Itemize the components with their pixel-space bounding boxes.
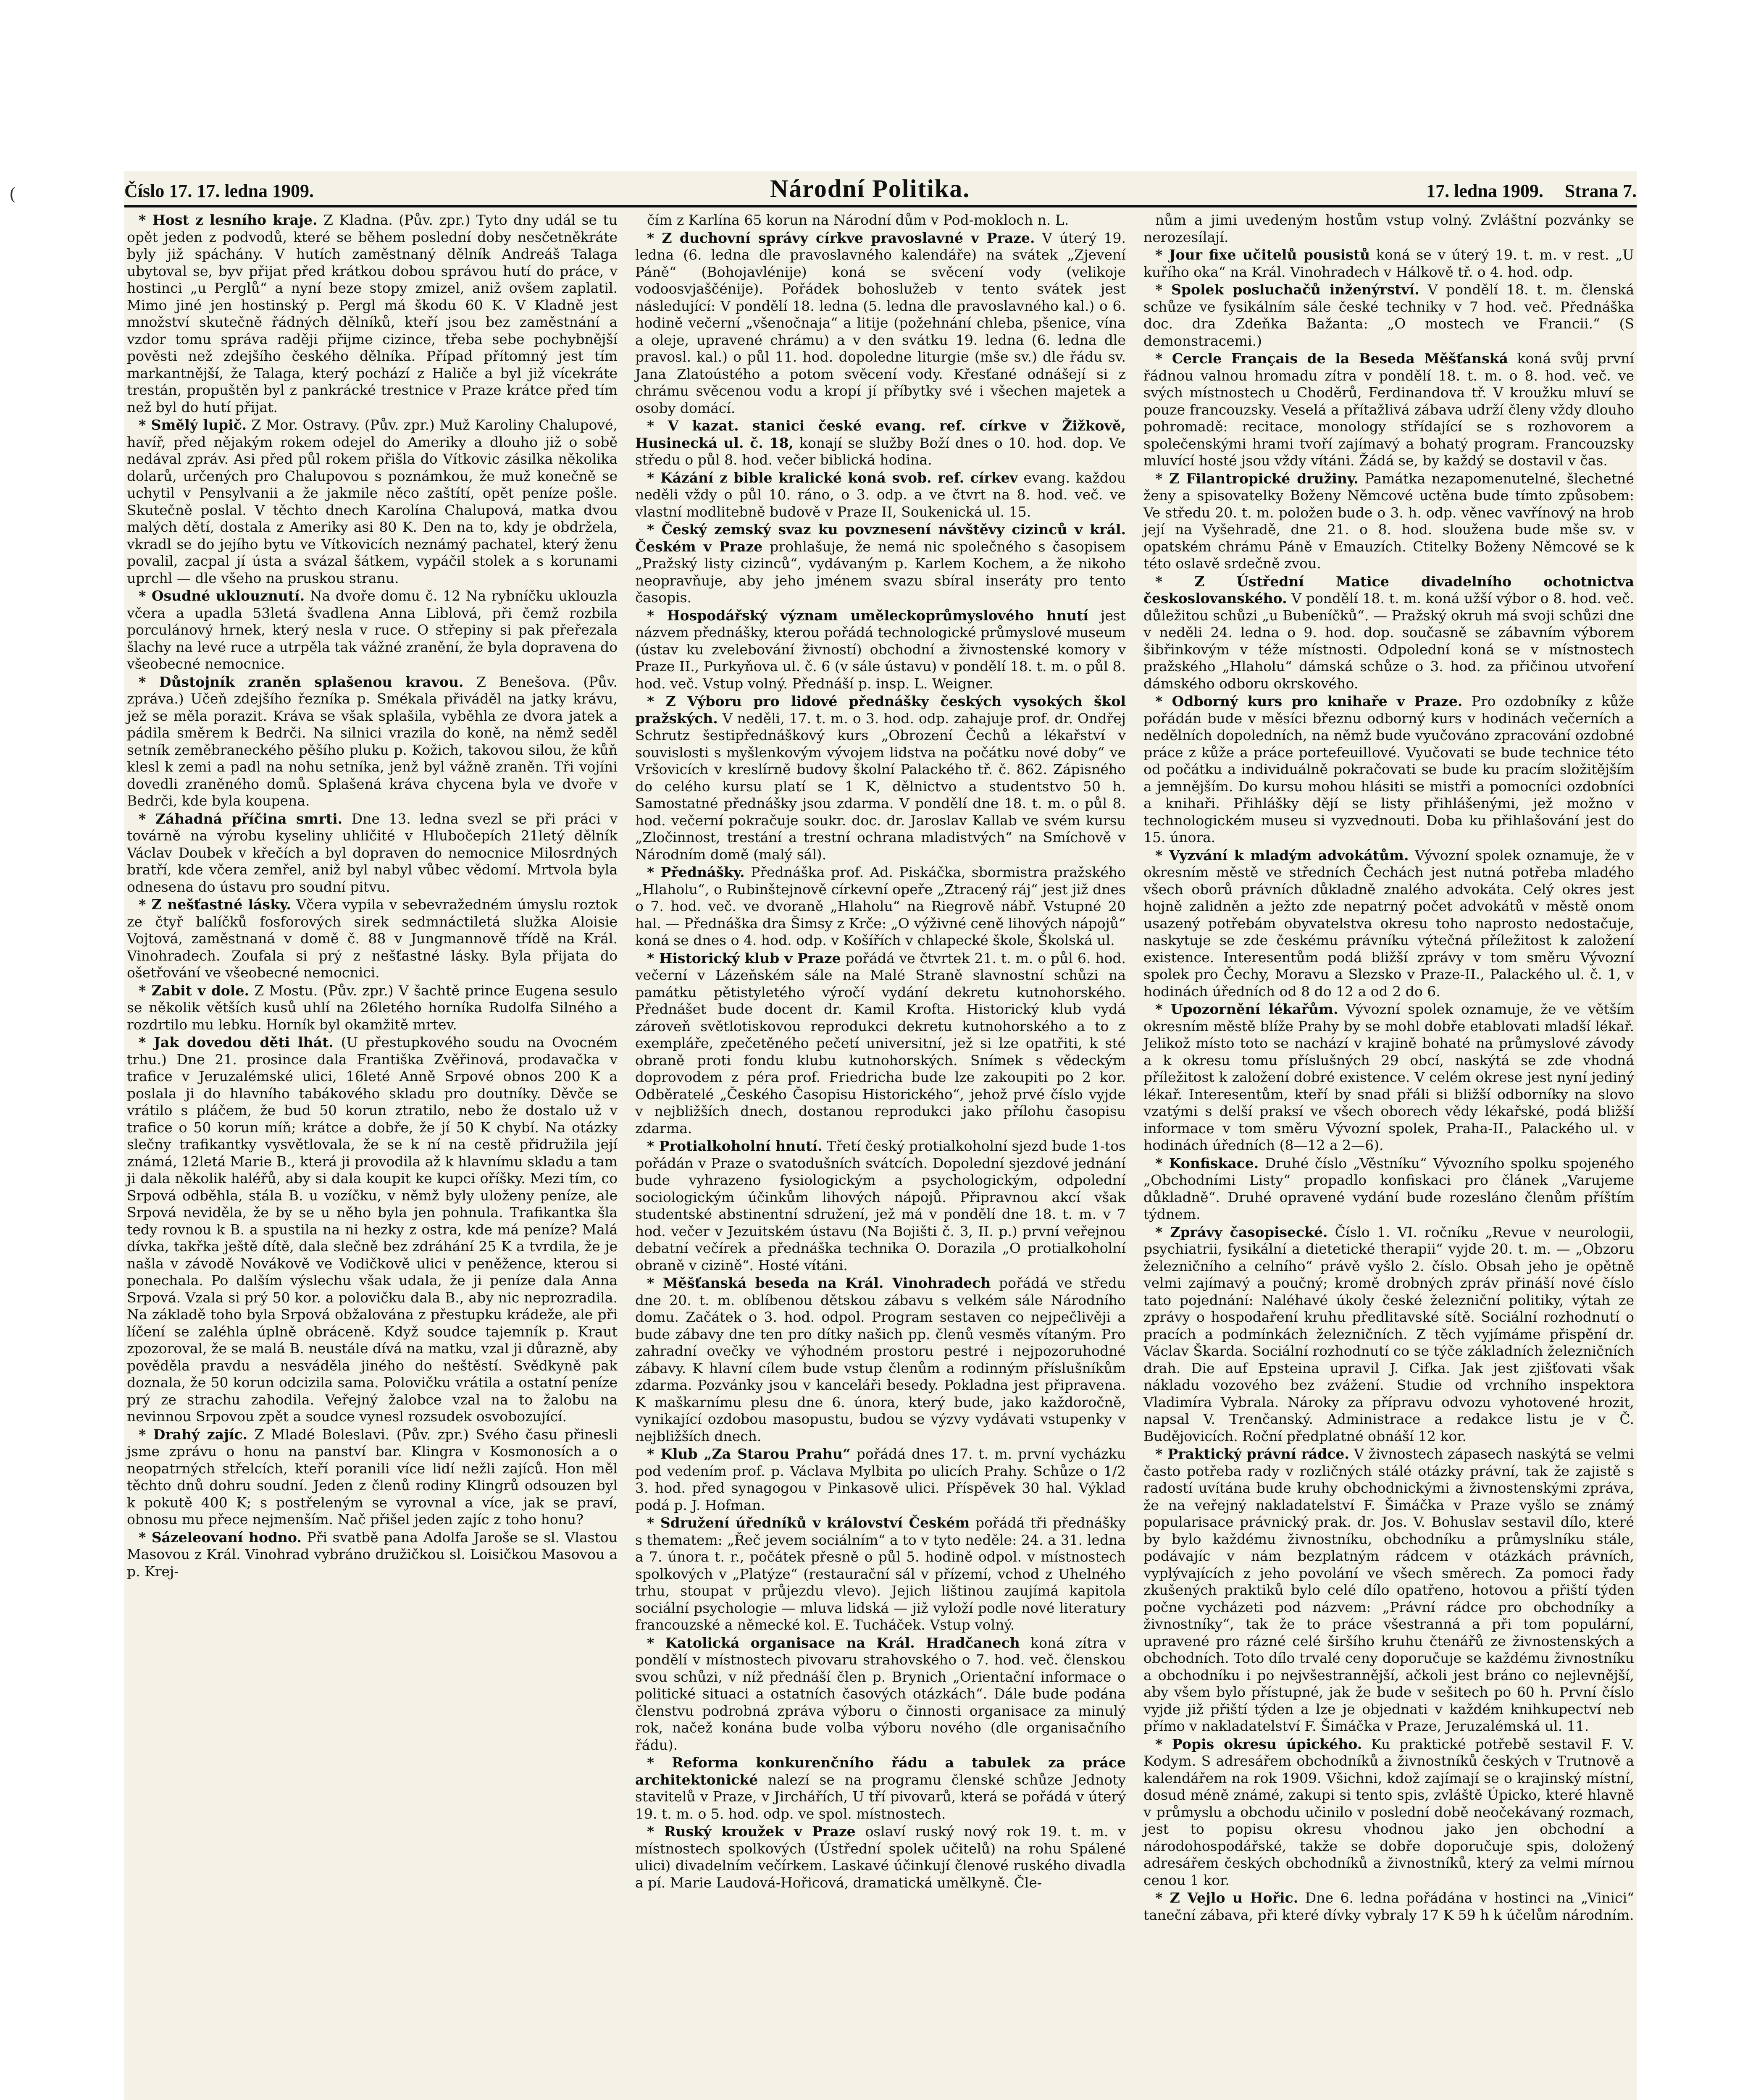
article-text: nům a jimi uvedeným hostům vstup volný. Zvláštní pozvánky se nerozesílají. — [1143, 212, 1634, 245]
news-article — [635, 470, 1126, 521]
article-text: Včera vypila v sebevražedném úmyslu roztok ze čtyř balíčků fosforových sirek sedmnáctiletá služka Aloisie Vojtová, zaměstnaná v domě č. 88 v Jungmannově třídě na Král. Vinohradech. Zoufala si prý z nešťastné lásky. Byla přijata do ošetřování ve všeobecné nemocnici. — [127, 896, 618, 981]
article-text: jest názvem přednášky, kterou pořádá technologické průmyslové museum (ústav ku zvelebování živností) obchodní a živnostenské komory v Praze II., Purkyňova ul. č. 6 (v sále ústavu) v pondělí 18. t. m. o půl 8. hod. več. Vstup volný. Přednáší p. insp. L. Weigner. — [635, 607, 1126, 692]
news-article — [1143, 1446, 1634, 1735]
news-article — [127, 1034, 618, 1425]
article-text: Druhé číslo „Věstníku“ Vývozního spolku spojeného „Obchodními Listy“ propadlo konfiskaci pro článek „Varujeme důkladně“. Druhé opravené vydání bude rozesláno členům příštím týdnem. — [1143, 1155, 1634, 1222]
news-article — [127, 1529, 618, 1580]
article-title: * Zprávy časopisecké. — [1155, 1223, 1328, 1240]
article-text: pořádá ve čtvrtek 21. t. m. o půl 6. hod. večerní v Lázeňském sále na Malé Straně slavnostní schůzi na památku pětistyletého výročí vydání dekretu kutnohorského. Přednášet bude docent dr. Kamil Krofta. Historický klub vydá zároveň světlotiskovou reprodukci dekretu kutnohorského a to z exempláře, zpečetěného pečetí universitní, jež si lze opatřiti, k sté obraně proti fondu klubu kutnohorských. Snímek s vědeckým doprovodem z péra prof. Friedricha bude lze zakoupiti po 2 kor. Odběratelé „Českého Časopisu Historického“, jehož prvé číslo vyjde v nejbližších dnech, dostanou reprodukci jako přílohu časopisu zdarma. — [635, 950, 1126, 1137]
page-header — [124, 171, 1637, 207]
article-title: * Jour fixe učitelů pousistů — [1155, 247, 1370, 263]
article-title: * Odborný kurs pro knihaře v Praze. — [1155, 693, 1463, 709]
article-text: Při svatbě pana Adolfa Jaroše se sl. Vlastou Masovou z Král. Vinohrad vybráno družičkou sl. Loisičkou Masovou a p. Krej- — [127, 1529, 618, 1580]
article-text: V neděli, 17. t. m. o 3. hod. odp. zahajuje prof. dr. Ondřej Schrutz šestipřednáškový kurs „Obrození Čechů a lékařství v souvislosti s myšlenkovým vývojem lidstva na počátku nové doby“ ve Vršovicích v kreslírně budovy školní Palackého tř. č. 862. Zápisného do celého kursu platí se 1 K, dělnictvo a studentstvo 50 h. Samostatné přednášky jsou zdarma. V pondělí dne 18. t. m. o půl 8. hod. večerní pokračuje soukr. doc. dr. Jaroslav Kallab ve svém kursu „Zločinnost, trestání a trestní ochrana mladistvých“ na Smíchově v Národním domě (malý sál). — [635, 710, 1126, 863]
news-article — [1143, 281, 1634, 349]
news-article — [635, 1138, 1126, 1274]
column-3 — [1141, 212, 1637, 2100]
news-article — [635, 950, 1126, 1137]
article-title: * Katolická organisace na Král. Hradčanech — [647, 1634, 1020, 1651]
article-title: * Měšťanská beseda na Král. Vinohradech — [647, 1275, 991, 1291]
article-text: V úterý 19. ledna (6. ledna dle pravoslavného kalendáře) na svátek „Zjevení Páně“ (Bohojavlénije) koná se svěcení vody (velikoje vodoosvjaščénije). Pořádek bohoslužeb v tento svátek jest následující: V pondělí 18. ledna (5. ledna dle pravoslavného kal.) o 6. hodině večerní „všenočnaja“ a litije (požehnání chleba, pšenice, vína a oleje, upravené chrámu) a v den svátku 19. ledna (6. ledna dle pravosl. kal.) o půl 11. hod. dopoledne liturgie (mše sv.) dle řádu sv. Jana Zlatoústého a potom svěcení vody. Křesťané odnášejí si z chrámu svěcenou vodu a kropí jí příbytky své i všechen majetek a osoby domácí. — [635, 229, 1126, 416]
article-text: evang. každou neděli vždy o půl 10. ráno, o 3. odp. a ve čtvrt na 8. hod. več. ve vlastní modlitebně budově v Praze II, Soukenická ul. 15. — [635, 469, 1126, 520]
article-title: * Přednášky. — [647, 864, 745, 880]
news-article — [127, 811, 618, 896]
article-text: Z Kladna. (Pův. zpr.) Tyto dny udál se tu opět jeden z podvodů, které se během poslední doby nesčetněkráte byly již spáchány. V hutích zaměstnaný dělník Andreáš Talaga ubytoval se, byv přijat před krátkou dobou správou hutí do práce, v hostinci „u Perglů“ a nyní beze stopy zmizel, aniž ovšem zaplatil. Mimo jiné jen hostinský p. Pergl má škodu 60 K. V Kladně jest množství skutečně řádných dělníků, kteří jsou bez zaměstnání a vzdor tomu správa raději přijme cizince, třeba sebe pochybnější pověsti než zdejšího českého dělníka. Případ přítomný jest tím markantnější, že Talaga, který pochází z Haliče a byl již vícekráte trestán, propuštěn byl z pankrácké trestnice v Praze krátce před tím než byl do hutí přijat. — [127, 212, 618, 415]
article-title: * Z Ústřední Matice divadelního ochotnictva českoslovanského. — [1143, 573, 1634, 606]
article-text: Z Mor. Ostravy. (Pův. zpr.) Muž Karoliny Chalupové, havíř, před nějakým rokem odejel do Ameriky a dlouho již o sobě nedával zpráv. Asi před půl rokem přišla do Vítkovic zásilka několika dolarů, určených pro Chalupovou s poznámkou, že muž konečně se uchytil v Pensylvanii a že jakmile něco zaštítí, opět peníze pošle. Skutečně poslal. V těchto dnech Karolína Chalupová, matka dvou malých dětí, dostala z Ameriky asi 80 K. Den na to, kdy je obdržela, vkradl se do jejího bytu ve Vítkovicích neznámý pachatel, který ženu povalil, zacpal jí ústa a svázal šátkem, vypáčil stolek a s korunami uprchl — dle všeho na pruskou stranu. — [127, 417, 618, 586]
article-title: * Důstojník zraněn splašenou kravou. — [139, 673, 464, 690]
article-title: * Z Vejlo u Hořic. — [1155, 1890, 1298, 1906]
article-text: V pondělí 18. t. m. členská schůze ve fysikálním sále české techniky v 7 hod. več. Přednáška doc. dra Zdeňka Bažanta: „O mostech ve Francii.“ (S demonstracemi.) — [1143, 281, 1634, 349]
news-article — [1143, 1736, 1634, 1889]
issue-number: Číslo 17. 17. ledna 1909. — [124, 181, 314, 201]
article-title: * Vyzvání k mladým advokátům. — [1155, 847, 1409, 864]
news-article — [1143, 247, 1634, 281]
article-text: Číslo 1. VI. ročníku „Revue v neurologii, psychiatrii, fysikální a dietetické therapii“ vyjde 20. t. m. — „Obzoru železničního a celního“ právě vyšlo 2. číslo. Obsah jeho je opětně velmi zajímavý a poučný; kromě drobných zpráv přináší nové číslo tato pojednání: Naléhavé úkoly české železniční politiky, výtah ze zprávy o hospodaření kruhu předlitavské sítě. Sociální rozhodnutí o pracích a podmínkách železničních. Z těch vyjímáme přispění dr. Václav Škarda. Sociální rozhodnutí co se týče základních železničních drah. Die auf Epsteina upravil J. Cifka. Jak jest zjišťovati však nákladu vozového bez zvážení. Studie od vrchního inspektora Vladimíra Vybrala. Nároky za přípravu odvozu vyhotovené hrozit, napsal V. Trenčanský. Administrace a redakce listu je v Č. Budějovicích. Roční předplatné obnáší 12 kor. — [1143, 1223, 1634, 1444]
article-text: koná svůj první řádnou valnou hromadu zítra v pondělí 18. t. m. o 8. hod. več. ve svých místnostech u Choděrů, Ferdinandova tř. V kroužku mluví se pouze francouzsky. Veselá a přítažlivá zábava udrží členy vždy dlouho pohromadě: recitace, monology střídající se s rozhovorem a společenskými hrami tvoří zajímavý a bohatý program. Francouzsky mluvící hosté jsou vždy vítáni. Žádá se, by každý se dostavil v čas. — [1143, 350, 1634, 469]
article-text: konají se služby Boží dnes o 10. hod. dop. Ve středu o půl 8. hod. večer biblická hodina. — [635, 434, 1126, 468]
article-text: pořádá tři přednášky s thematem: „Řeč jevem sociálním“ a to v tyto neděle: 24. a 31. ledna a 7. února t. r., počátek přesně o půl 5. hodině odpol. v místnostech spolkových v „Platýze“ (restaurační sál v přízemí, vchod z Uhelného trhu, stoupat v průjezdu vlevo). Jejich lištinou zaujímá kapitola sociální psychologie — mluva lidská — již vyloží podle nové literatury francouzské a německé kol. E. Tucháček. Vstup volný. — [635, 1515, 1126, 1633]
news-article — [1143, 1155, 1634, 1223]
news-article — [1143, 470, 1634, 572]
news-article — [635, 1754, 1126, 1822]
article-title: * Protialkoholní hnutí. — [647, 1138, 823, 1154]
news-article — [635, 1446, 1126, 1514]
article-title: * Z Výboru pro lidové přednášky českých vysokých škol pražských. — [635, 693, 1126, 727]
news-article — [1143, 847, 1634, 1000]
article-text: čím z Karlína 65 korun na Národní dům v Pod-mokloch n. L. — [647, 212, 1069, 228]
news-article — [635, 1635, 1126, 1754]
column-2 — [633, 212, 1128, 2100]
article-title: * Sázeleovaní hodno. — [139, 1529, 302, 1546]
article-title: * Zabit v dole. — [139, 982, 249, 999]
article-title: * Konfiskace. — [1155, 1155, 1259, 1171]
article-text: koná zítra v pondělí v místnostech pivovaru strahovského o 7. hod. več. členskou svou schůzi, v níž přednáší člen p. Brynich „Orientační informace o politické situaci a ostatních časových otázkách“. Dále bude podána členstvu podrobná zpráva výboru o činnosti organisace za minulý rok, načež konána bude volba výboru nového (dle organisačního řádu). — [635, 1634, 1126, 1753]
article-text: Třetí český protialkoholní sjezd bude 1-tos pořádán v Praze o svatodušních svátcích. Dopolední sjezdové jednání bude vyhrazeno fysiologickým a psychologickým, odpolední sociologickým účinkům lihových nápojů. Připravnou akcí však studentské abstinentní sdružení, jež má v pondělí dne 18. t. m. v 7 hod. večer v Jezuitském ústavu (Na Bojišti č. 3, II. p.) první veřejnou debatní večírek a přednáška technika O. Dorazila „O protialkoholní obraně v cizině“. Hosté vítáni. — [635, 1138, 1126, 1273]
news-article — [127, 896, 618, 982]
news-article — [635, 864, 1126, 949]
news-article — [635, 1275, 1126, 1445]
article-title: * Kázání z bible kralické koná svob. ref. církev — [647, 469, 1018, 486]
article-title: * Hospodářský význam uměleckoprůmyslového hnutí — [647, 607, 1088, 624]
newspaper-page — [124, 171, 1637, 2100]
article-title: * Osudné uklouznutí. — [139, 588, 305, 604]
scan-margin-mark: ( — [9, 185, 16, 204]
header-date-page — [1426, 180, 1637, 205]
article-title: * Historický klub v Praze — [647, 950, 841, 966]
article-text: Dne 6. ledna pořádána v hostinci na „Vinici“ taneční zábava, při které dívky vybraly 17 K 59 h k účelům národním. — [1143, 1890, 1634, 1923]
article-text: (U přestupkového soudu na Ovocném trhu.) Dne 21. prosince dala Františka Zvěřinová, prodavačka v trafice v Jeruzalémské ulici, 16leté Anně Srpové obnos 200 K a poslala ji do hlavního tabákového skladu pro doutníky. Děvče se vrátilo s pláčem, že bud 50 korun ztratilo, nebo že dostalo už v trafice o 50 korun míň; krátce a dobře, že jí 50 K chybí. Na otázky slečny trafikantky vysvětlovala, že se k ní na cestě přidružila její známá, 12letá Marie B., která ji provodila až k hlavnímu skladu a tam ji dala několik haléřů, aby si dala koupit ke kupci oříšky. Mezi tím, co Srpová odběhla, stála B. u vozíčku, v němž byly uloženy peníze, ale Srpová neviděla, že by se u něho byla jen pohnula. Trafikantka šla tedy rovnou k B. a spustila na ni hezky z ostra, kde má peníze? Malá dívka, takřka ještě dítě, dala slečně bez zdráhání 25 K a tvrdila, že je našla v závodě Novákově ve Vodičkově ulici v peněžence, kterou si ponechala. Po dalším výslechu však udala, že ji peníze dala Anna Srpová. Vzala si prý 50 kor. a polovičku dala B., aby nic neprozradila. Na základě toho byla Srpová obžalována z přestupku krádeže, ale při líčení se zaléhla úplně obráceně. Když soudce tajemník p. Kraut zpozoroval, že se malá B. neustále dívá na matku, vzal ji důrazně, aby pověděla pravdu a nesváděla jiného do neštěstí. Svědkyně pak doznala, že 50 korun odcizila sama. Polovičku vrátila a ostatní peníze prý ze strachu zahodila. Veřejný žalobce vzal na to žalobu na nevinnou Srpovou zpět a soudce vynesl rozsudek osvobozující. — [127, 1034, 618, 1425]
news-article — [1143, 1224, 1634, 1445]
article-text: prohlašuje, že nemá nic společného s časopisem „Pražský listy cizinců“, vydávaným p. Karlem Kochem, a že nikoho neopravňuje, aby jeho jménem svazu sbíral inseráty pro tento časopis. — [635, 538, 1126, 606]
article-title: * Sdružení úředníků v království Českém — [647, 1515, 970, 1531]
article-title: * Český zemský svaz ku povznesení návštěvy cizinců v král. Českém v Praze — [635, 521, 1126, 555]
article-title: * Klub „Za Starou Prahu“ — [647, 1446, 851, 1462]
article-text: Z Mostu. (Pův. zpr.) V šachtě prince Eugena sesulo se několik větších kusů uhlí na 26letého horníka Rudolfa Silného a rozdrtilo mu lebku. Horník byl okamžitě mrtev. — [127, 982, 618, 1033]
header-date: 17. ledna 1909. — [1426, 181, 1543, 201]
article-text: Z Benešova. (Pův. zpráva.) Učeň zdejšího řezníka p. Smékala přiváděl na jatky krávu, jež se měla porazit. Kráva se však splašila, vyběhla ze dvora jatek a pádila směrem k Bedrči. Na silnici vrazila do koně, na němž seděl setník zeměbraneckého pěšího pluku p. Kožich, takovou silou, že kůň klesl k zemi a padl na nohu setníka, jenž byl vážně zraněn. Tři vojíni dovedli zraněného domů. Splašená kráva chycena byla ve dvoře v Bedrči, kde byla koupena. — [127, 673, 618, 809]
article-text: V pondělí 18. t. m. koná užší výbor o 8. hod. več. důležitou schůzi „u Bubeníčků“. — Pražský okruh má svoji schůzi dne v neděli 24. ledna o 9. hod. dop. současně se zábavním výborem šibřinkovým v téže místnosti. Odpolední koná se v místnostech pražského „Hlaholu“ dámská schůze o 3. hod. za přičinou utvoření dámského odboru okrskového. — [1143, 590, 1634, 692]
column-1 — [124, 212, 620, 2100]
article-text: nalezí se na programu členské schůze Jednoty stavitelů v Praze, v Jirchářích, U tří pivovarů, která se pořádá v úterý 19. t. m. o 5. hod. odp. ve spol. místnostech. — [635, 1771, 1126, 1822]
article-text: pořádá ve středu dne 20. t. m. oblíbenou dětskou zábavu s velkém sále Národního domu. Začátek o 3. hod. odpol. Program sestaven co nejpečlivěji a bude zábavy dne ten pro dítky našich pp. členů vesměs vítaným. Pro zahradní ovečky ve výhodném prostoru pestré i nejpozoruhodné zábavy. K hlavní cílem bude vstup členům a rodinným příslušníkům zdarma. Pozvánky jsou v kanceláři besedy. Pokladna jest připravena. K maškarnímu plesu dne 6. února, který bude, jako každoročně, vynikající ozdobou masopustu, budou se výzvy vydávati vstupenky v nejbližších dnech. — [635, 1275, 1126, 1444]
article-text: Z Mladé Boleslavi. (Pův. zpr.) Svého času přinesli jsme zprávu o honu na panství bar. Klingra v Kosmonosích a o neopatrných střelcích, kteří poranili více lidí nežli zajíců. Hon měl těchto dnů dohru soudní. Jeden z členů rodiny Klingrů odsouzen byl k pokutě 400 K; s postřeleným se vyrovnal a více, jak se praví, obnosu mu přece nejmenším. Nač přišel jeden zajíc z toho honu? — [127, 1426, 618, 1528]
article-text: Vývozní spolek oznamuje, že ve větším okresním městě blíže Prahy by se mohl dobře etablovati mladší lékař. Jelikož místo toto se nachází v krajině bohaté na průmyslové závody a k okresu tomu příslušných 29 obcí, naskýtá se zde vhodná příležitost k založení dobré existence. V celém okrese jest nyní jediný lékař. Interesentům, kteří by snad přáli si bližší odborníky na slovo vzatými s delší praksí ve všech oborech vědy lékařské, podá bližší informace v tom směru Vývozní spolek, Praha-II., Palackého ul. v hodinách úředních (8—12 a 2—6). — [1143, 1001, 1634, 1153]
article-text: Přednáška prof. Ad. Piskáčka, sbormistra pražského „Hlaholu“, o Rubinštejnově církevní opeře „Ztracený ráj“ jest již dnes o 7. hod. več. ve dvoraně „Hlaholu“ na Riegrově nábř. Vstupné 20 hal. — Přednáška dra Šimsy z Krče: „O výživné ceně lihových nápojů“ koná se dnes o 4. hod. odp. v Košířích v chlapecké škole, Školská ul. — [635, 864, 1126, 948]
news-article — [127, 674, 618, 810]
news-article — [1143, 350, 1634, 470]
news-article — [1143, 1890, 1634, 1924]
article-title: * Host z lesního kraje. — [139, 212, 318, 228]
news-article — [635, 230, 1126, 417]
news-article — [635, 521, 1126, 606]
article-text: Na dvoře domu č. 12 Na rybníčku uklouzla včera a upadla 53letá švadlena Anna Liblová, při čemž rozbila porculánový hrnek, který nesla v ruce. O střepiny si pak přeřezala šlachy na levé ruce a utrpěla tak vážné zranění, že byla dopravena do všeobecné nemocnice. — [127, 588, 618, 672]
article-text: Vývozní spolek oznamuje, že v okresním městě ve středních Čechách jest nutná potřeba mladého všech oborů právních důkladně znalého advokáta. Celý okres jest hojně zalidněn a ježto zde nepatrný počet advokátů v městě onom usazený potřebám obyvatelstva okresu toho naprosto nedostačuje, naskytuje se zde českému právníku výtečná příležitost k založení existence. Interesentům podá bližší zprávy v tom směru Vývozní spolek pro Čechy, Moravu a Slezsko v Praze-II., Palackého ul. č. 1, v hodinách úředních od 8 do 12 a od 2 do 6. — [1143, 847, 1634, 1000]
article-title: * Cercle Français de la Beseda Měšťanská — [1155, 350, 1508, 367]
article-title: * V kazat. stanici české evang. ref. církve v Žižkově, Husinecká ul. č. 18, — [635, 417, 1126, 451]
article-text: koná se v úterý 19. t. m. v rest. „U kuřího oka“ na Král. Vinohradech v Hálkově tř. o 4. hod. odp. — [1143, 247, 1634, 280]
columns — [124, 212, 1637, 2100]
news-article — [127, 417, 618, 587]
article-title: * Jak dovedou děti lhát. — [139, 1034, 334, 1050]
page-number: Strana 7. — [1564, 181, 1637, 201]
news-article — [127, 588, 618, 673]
article-title: * Upozornění lékařům. — [1155, 1001, 1338, 1017]
news-article — [635, 693, 1126, 863]
news-article — [127, 1426, 618, 1528]
news-article — [1143, 212, 1634, 246]
article-title: * Z Filantropické družiny. — [1155, 470, 1359, 487]
masthead: Národní Politika. — [770, 175, 970, 202]
article-title: * Popis okresu úpického. — [1155, 1735, 1362, 1752]
news-article — [1143, 1001, 1634, 1154]
news-article — [1143, 573, 1634, 693]
article-title: * Z duchovní správy církve pravoslavné v Praze. — [647, 229, 1035, 246]
news-article — [635, 1515, 1126, 1634]
news-article — [635, 607, 1126, 693]
article-title: * Z nešťastné lásky. — [139, 896, 291, 913]
article-title: * Záhadná příčina smrti. — [139, 810, 343, 827]
article-title: * Reforma konkurenčního řádu a tabulek za práce architektonické — [635, 1754, 1126, 1788]
article-title: * Praktický právní rádce. — [1155, 1446, 1349, 1462]
article-title: * Spolek posluchačů inženýrství. — [1155, 281, 1419, 298]
article-title: * Drahý zajíc. — [139, 1426, 248, 1443]
news-article — [635, 417, 1126, 469]
news-article — [127, 982, 618, 1034]
news-article — [127, 212, 618, 416]
article-text: Pro ozdobníky z kůže pořádán bude v měsíci březnu odborný kurs v hodinách večerních a nedělních dopoledních, na němž bude vyučováno zpracování ozdobné práce z kůže a práce portefeuillové. Vyučovati se bude technice této od počátku a individuálně pokračovati se bude ku pracím složitějším a jemnějším. Do kursu mohou hlásiti se mistři a pomocníci ozdobníci a knihaři. Přihlášky dějí se listy přihlášenými, jež možno v technologickém museu si vyzvednouti. Doba ku přihlašování jest do 15. února. — [1143, 693, 1635, 845]
news-article — [1143, 693, 1634, 846]
article-title: * Ruský kroužek v Praze — [647, 1823, 856, 1840]
news-article — [635, 212, 1126, 229]
article-text: Dne 13. ledna svezl se při práci v továrně na výrobu kyseliny uhličité v Hlubočepích 21letý dělník Václav Doubek v křečích a byl dopraven do nemocnice Milosrdných bratří, kde včera zemřel, aniž byl nabyl vůbec vědomí. Mrtvola byla odnesena do ústavu pro soudní pitvu. — [127, 810, 618, 895]
article-text: oslaví ruský nový rok 19. t. m. v místnostech spolkových (Ústřední spolek učitelů) na rohu Spálené ulici) divadelním večírkem. Laskavé účinkují členové ruského divadla a pí. Marie Laudová-Hořicová, dramatická umělkyně. Čle- — [635, 1823, 1126, 1891]
article-text: pořádá dnes 17. t. m. první vycházku pod vedením prof. p. Václava Mylbita po ulicích Prahy. Schůze o 1/2 3. hod. před synagogou v Pinkasově ulici. Příspěvek 30 hal. Výklad podá p. J. Hofman. — [635, 1446, 1126, 1513]
article-text: Památka nezapomenutelné, šlechetné ženy a spisovatelky Boženy Němcové uctěna bude tímto způsobem: Ve středu 20. t. m. položen bude o 3. h. odp. věnec vavřínový na hrob její na Vyšehradě, dne 21. o 8. hod. sloužena bude mše sv. v opatském chrámu Páně v Emauzích. Ctitelky Boženy Němcové se k této oslavě srdečně zvou. — [1143, 470, 1634, 572]
article-text: Ku praktické potřebě sestavil F. V. Kodym. S adresářem obchodníků a živnostníků českých v Trutnově a kalendářem na rok 1909. Všichni, kdož zajímají se o krajinský místní, dosud méně známé, zakupi si tento spis, zvláště Úpicko, které hlavně v průmyslu a obchodu učinilo v poslední době neočekávaný rozmach, jest to popisu okresu vhodnou jako jen obchodní a národohospodářské, takže se dobře doporučuje spis, doložený adresářem českých obchodníků a živnostníků, který za velmi mírnou cenou 1 kor. — [1143, 1735, 1635, 1888]
article-text: V živnostech zápasech naskýtá se velmi často potřeba rady v rozličných stálé otázky právní, tak že zajistě s radostí uvítána bude kruhy obchodnickými a živnostenskými zpráva, že na veřejný nakladatelství F. Šimáčka v Praze vyšlo se známý popularisace právnický prak. dr. Jos. V. Bohuslav sestavil dílo, které by bylo každému živnostníku, obchodníku a průmyslníku stále, podávajíc v nám bezplatným rádcem v otázkách právních, vyplývajících z jeho povolání ve všech směrech. Za pomoci řady zkušených praktiků bylo celé dílo opatřeno, hotovou a přiští týden počne vycházeti pod názvem: „Právní rádce pro obchodníky a živnostníky“, tak že to práce všestranná a při tom populární, upravené pro rázné celé širšího kruhu čtenářů ze živnostenských a obchodních. Toto dílo trvalé ceny doporučuje se každému živnostníku a obchodníku i po nejvšestrannější, ačkoli jest bráno co nejlevnější, aby všem bylo přístupné, jak že bude v sešitech po 60 h. První číslo vyjde již přiští týden a lze je objednati v každém knihkupectví neb přímo v nakladatelství F. Šimáčka v Praze, Jeruzalémská ul. 11. — [1143, 1446, 1634, 1734]
article-title: * Smělý lupič. — [139, 417, 247, 433]
news-article — [635, 1823, 1126, 1891]
